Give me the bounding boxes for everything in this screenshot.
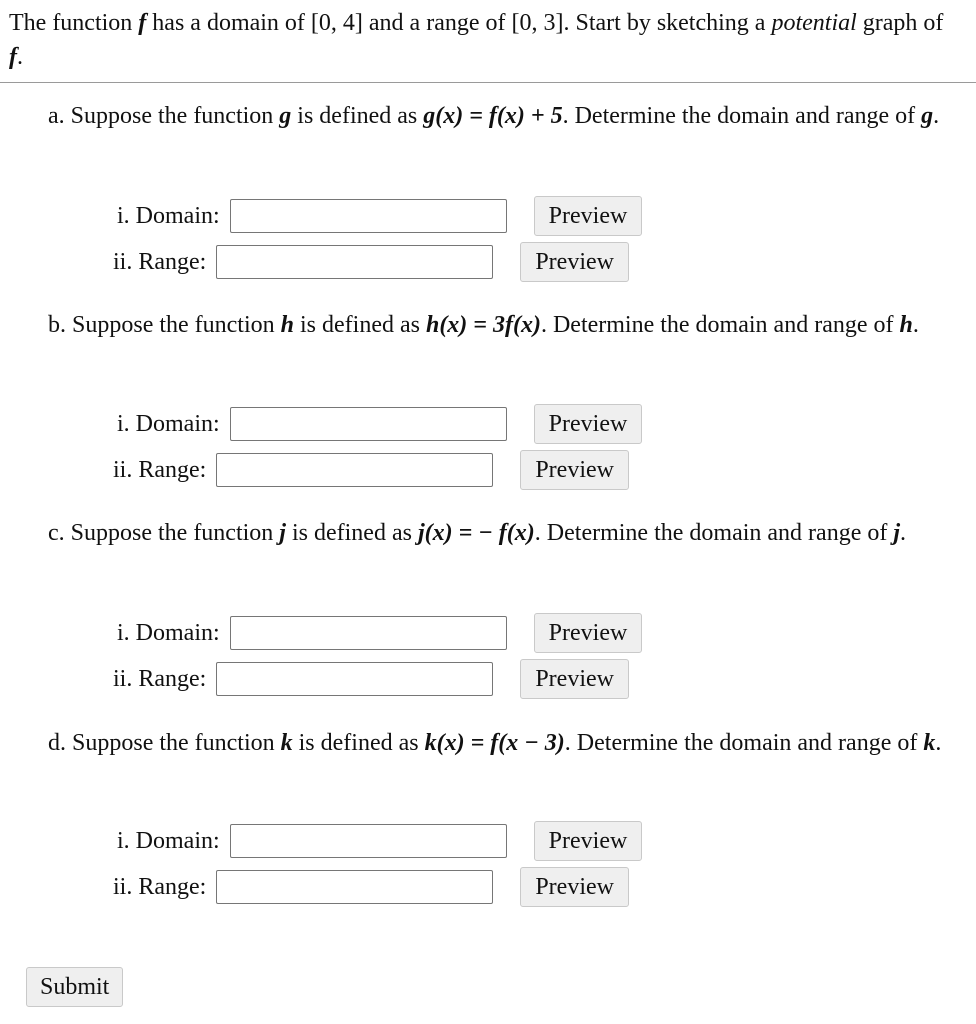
question-text: is defined as [285, 520, 418, 546]
part-d-domain-row [117, 821, 642, 861]
function-symbol: h [280, 312, 294, 338]
question-text: . Determine the domain and range of [564, 730, 924, 756]
question-text: . Determine the domain and range of [562, 103, 922, 129]
part-a-domain-input[interactable] [230, 199, 507, 233]
part-d-range-preview-button[interactable]: Preview [520, 867, 629, 907]
range-label: ii. Range: [113, 249, 207, 275]
function-symbol: k [923, 730, 936, 756]
function-symbol: k [280, 730, 293, 756]
formula: k(x) = f(x − 3) [424, 730, 565, 756]
part-b [48, 308, 970, 342]
part-letter: b. [48, 312, 66, 338]
formula: j(x) = − f(x) [417, 520, 535, 546]
intro-domain-interval: [0, 4] [310, 10, 363, 36]
question-text: Suppose the function [66, 730, 281, 756]
part-d-question [48, 726, 970, 760]
part-letter: a. [48, 103, 65, 129]
question-text: Suppose the function [64, 103, 280, 129]
problem-statement [9, 6, 959, 74]
part-a-question [48, 99, 970, 133]
domain-label: i. Domain: [117, 620, 220, 646]
part-c-domain-row [117, 613, 642, 653]
formula: h(x) = 3f(x) [425, 312, 541, 338]
domain-label: i. Domain: [117, 203, 220, 229]
part-b-domain-preview-button[interactable]: Preview [534, 404, 643, 444]
intro-text: and a range of [362, 10, 512, 36]
range-label: ii. Range: [113, 457, 207, 483]
part-d-range-row [113, 867, 629, 907]
intro-text: graph of [856, 10, 944, 36]
intro-text: has a domain of [146, 10, 311, 36]
intro-emphasis: potential [771, 10, 857, 36]
part-a-range-preview-button[interactable]: Preview [520, 242, 629, 282]
part-a-domain-row [117, 196, 642, 236]
intro-range-interval: [0, 3] [511, 10, 564, 36]
part-a [48, 99, 970, 133]
formula: g(x) = f(x) + 5 [423, 103, 563, 129]
range-label: ii. Range: [113, 874, 207, 900]
question-text: . [935, 730, 942, 756]
part-b-range-preview-button[interactable]: Preview [520, 450, 629, 490]
part-a-range-input[interactable] [216, 245, 493, 279]
part-b-question [48, 308, 970, 342]
function-symbol: j [279, 520, 286, 546]
intro-text: The function [9, 10, 139, 36]
question-text: is defined as [291, 103, 424, 129]
part-d-range-input[interactable] [216, 870, 493, 904]
part-d [48, 726, 970, 760]
part-b-domain-input[interactable] [230, 407, 507, 441]
part-b-range-row [113, 450, 629, 490]
function-symbol: h [899, 312, 913, 338]
part-c-domain-input[interactable] [230, 616, 507, 650]
domain-label: i. Domain: [117, 411, 220, 437]
intro-function-symbol: f [9, 44, 17, 70]
intro-function-symbol: f [138, 10, 147, 36]
domain-label: i. Domain: [117, 828, 220, 854]
section-divider [0, 82, 976, 83]
question-text: Suppose the function [66, 312, 281, 338]
range-label: ii. Range: [113, 666, 207, 692]
part-letter: c. [48, 520, 65, 546]
question-text: . [912, 312, 919, 338]
part-a-range-row [113, 242, 629, 282]
question-text: Suppose the function [64, 520, 280, 546]
function-symbol: j [893, 520, 901, 546]
part-a-domain-preview-button[interactable]: Preview [534, 196, 643, 236]
question-text: . Determine the domain and range of [534, 520, 894, 546]
question-text: is defined as [292, 730, 425, 756]
part-letter: d. [48, 730, 66, 756]
function-symbol: g [921, 103, 934, 129]
part-c [48, 516, 970, 550]
part-c-question [48, 516, 970, 550]
intro-text: . [17, 44, 23, 70]
part-b-domain-row [117, 404, 642, 444]
question-text: is defined as [294, 312, 426, 338]
submit-button[interactable]: Submit [26, 967, 123, 1007]
part-d-domain-preview-button[interactable]: Preview [534, 821, 643, 861]
function-symbol: g [279, 103, 292, 129]
part-b-range-input[interactable] [216, 453, 493, 487]
part-d-domain-input[interactable] [230, 824, 507, 858]
part-c-domain-preview-button[interactable]: Preview [534, 613, 643, 653]
part-c-range-row [113, 659, 629, 699]
question-text: . Determine the domain and range of [540, 312, 900, 338]
part-c-range-input[interactable] [216, 662, 493, 696]
question-text: . [900, 520, 907, 546]
part-c-range-preview-button[interactable]: Preview [520, 659, 629, 699]
question-text: . [933, 103, 940, 129]
intro-text: . Start by sketching a [563, 10, 772, 36]
